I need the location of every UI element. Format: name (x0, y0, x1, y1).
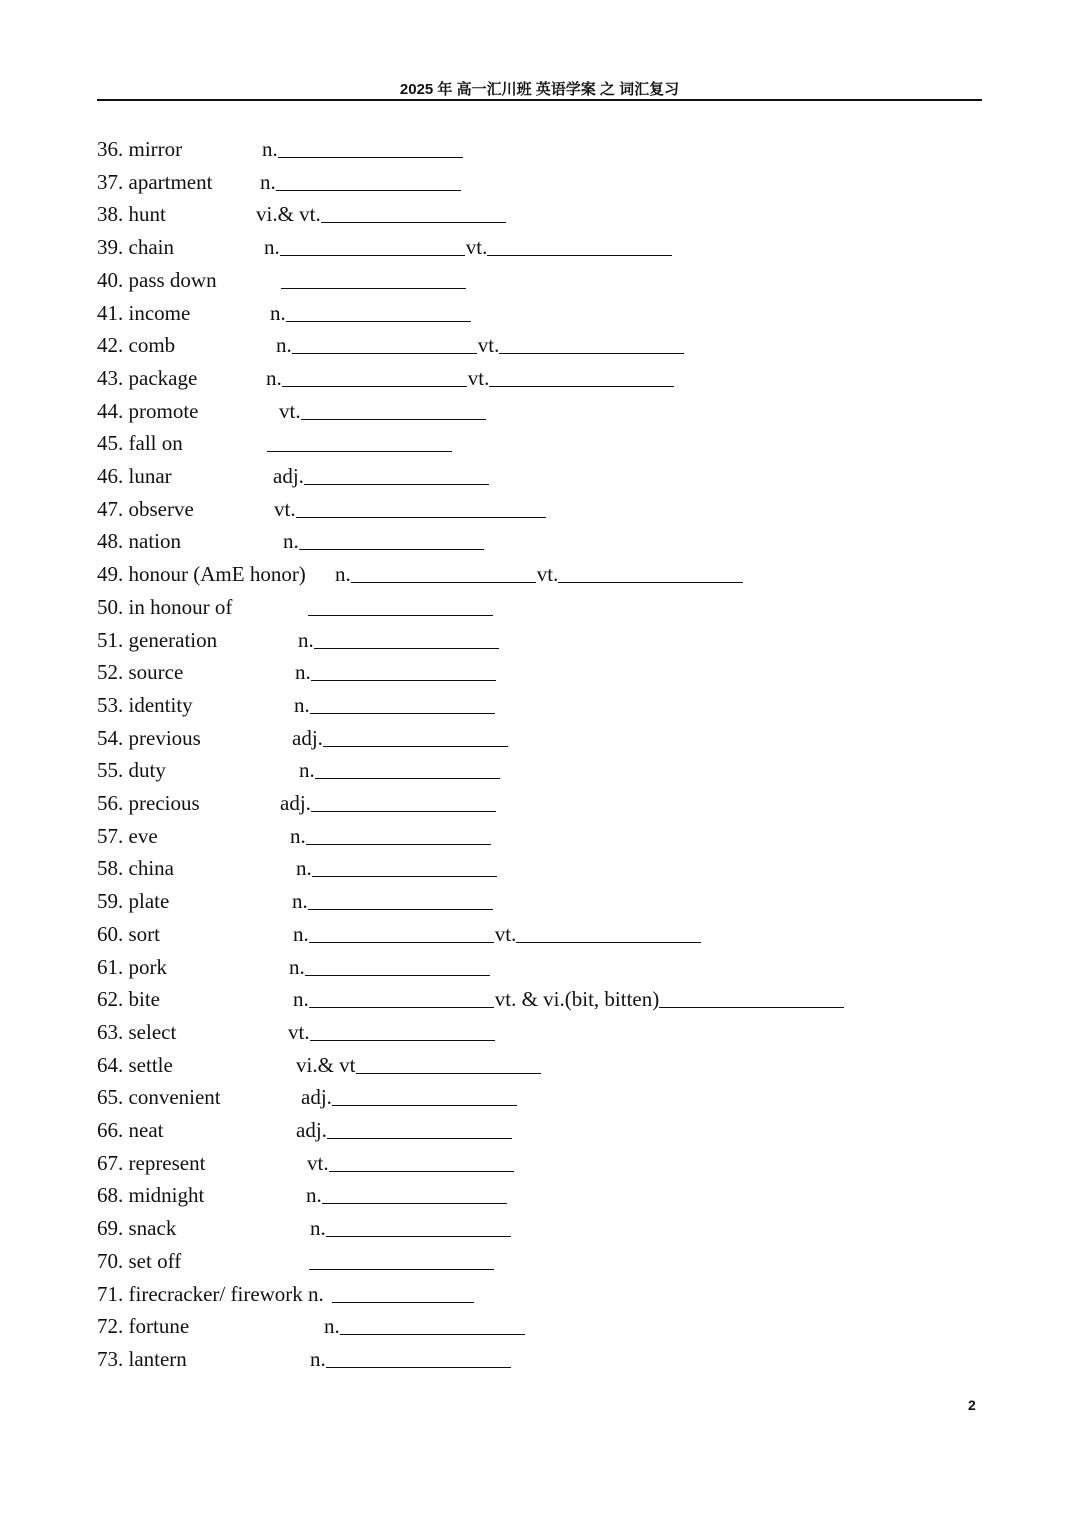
part-of-speech: n. (262, 137, 278, 161)
part-of-speech: n. (310, 1346, 326, 1371)
part-of-speech: vi.& vt. (256, 202, 321, 227)
part-of-speech: adj. (292, 725, 323, 750)
answer-blank[interactable] (489, 362, 674, 387)
part-of-speech: n. (260, 169, 276, 194)
part-of-speech: n. (283, 529, 299, 554)
part-of-speech: n. (294, 692, 310, 717)
item-label: 67. represent (97, 1150, 206, 1175)
part-of-speech: vt. (477, 333, 500, 358)
answer-blank[interactable] (332, 1278, 474, 1303)
answer-blank[interactable] (280, 231, 465, 256)
item-label: 73. lantern (97, 1346, 187, 1371)
answer-blank[interactable] (301, 395, 486, 420)
item-label: 50. in honour of (97, 594, 233, 619)
part-of-speech: n. (296, 856, 312, 881)
answer-area (294, 689, 496, 721)
answer-blank[interactable] (340, 1310, 525, 1335)
part-of-speech: n. (292, 889, 308, 914)
answer-area (295, 656, 497, 688)
answer-blank[interactable] (282, 362, 467, 387)
part-of-speech: vt. (536, 562, 559, 587)
part-of-speech: n. (266, 365, 282, 390)
item-label: 70. set off (97, 1248, 182, 1273)
part-of-speech: n. (293, 987, 309, 1012)
part-of-speech: vt. (288, 1019, 310, 1044)
answer-area (264, 231, 673, 263)
answer-blank[interactable] (323, 722, 508, 747)
item-label: 48. nation (97, 529, 181, 554)
item-label: 36. mirror (97, 137, 183, 161)
answer-blank[interactable] (329, 1147, 514, 1172)
answer-area (270, 297, 472, 329)
part-of-speech: vt. (274, 496, 296, 521)
answer-blank[interactable] (286, 297, 471, 322)
answer-area (308, 591, 494, 623)
answer-blank[interactable] (356, 1049, 541, 1074)
item-label: 60. sort (97, 921, 160, 946)
item-label: 71. firecracker/ firework n. (97, 1281, 324, 1306)
part-of-speech: vt. (279, 398, 301, 423)
answer-area (281, 264, 467, 296)
answer-area (280, 787, 497, 819)
answer-area (299, 754, 501, 786)
item-label: 44. promote (97, 398, 199, 423)
part-of-speech: n. (324, 1314, 340, 1339)
item-label: 37. apartment (97, 169, 213, 194)
page-header: 2025 年 高一汇川班 英语学案 之 词汇复习 (399, 81, 680, 98)
answer-area (307, 1147, 515, 1179)
header-rule (97, 99, 982, 101)
item-label: 42. comb (97, 333, 176, 358)
part-of-speech: adj. (280, 791, 311, 815)
part-of-speech: n. (298, 627, 314, 652)
answer-blank[interactable] (487, 231, 672, 256)
answer-area (274, 493, 547, 525)
item-label: 72. fortune (97, 1314, 190, 1339)
answer-area (289, 951, 491, 983)
answer-area (288, 1016, 496, 1048)
part-of-speech: vt. & vi.(bit, bitten) (494, 987, 660, 1012)
item-label: 54. previous (97, 725, 201, 750)
item-label: 59. plate (97, 889, 170, 914)
part-of-speech: vt. (307, 1150, 329, 1175)
part-of-speech: adj. (296, 1118, 327, 1142)
part-of-speech: n. (293, 921, 309, 946)
answer-blank[interactable] (311, 787, 496, 812)
part-of-speech: n. (270, 300, 286, 325)
answer-blank[interactable] (659, 983, 844, 1008)
part-of-speech: n. (289, 954, 305, 979)
answer-blank[interactable] (267, 427, 452, 452)
answer-blank[interactable] (309, 918, 494, 943)
answer-blank[interactable] (314, 624, 499, 649)
answer-blank[interactable] (281, 264, 466, 289)
answer-blank[interactable] (308, 885, 493, 910)
answer-area (324, 1310, 526, 1342)
answer-blank[interactable] (305, 951, 490, 976)
item-label: 62. bite (97, 987, 160, 1012)
answer-area (335, 558, 744, 590)
answer-area (276, 329, 685, 361)
part-of-speech: n. (264, 235, 280, 260)
answer-area (301, 1081, 518, 1113)
answer-blank[interactable] (296, 493, 546, 518)
page-number: 2 (968, 1397, 976, 1413)
part-of-speech: vt. (494, 921, 517, 946)
answer-blank[interactable] (299, 525, 484, 550)
part-of-speech: n. (299, 758, 315, 783)
item-label: 63. select (97, 1019, 177, 1044)
answer-area (262, 133, 464, 165)
answer-area (306, 1179, 508, 1211)
answer-area (293, 918, 702, 950)
answer-blank[interactable] (309, 983, 494, 1008)
item-label: 68. midnight (97, 1183, 205, 1208)
item-label: 53. identity (97, 692, 193, 717)
answer-area (298, 624, 500, 656)
answer-area (309, 1245, 495, 1277)
item-label: 55. duty (97, 758, 166, 783)
item-label: 39. chain (97, 235, 174, 260)
answer-blank[interactable] (516, 918, 701, 943)
answer-area (310, 1343, 512, 1375)
answer-blank[interactable] (276, 166, 461, 191)
answer-blank[interactable] (310, 689, 495, 714)
answer-blank[interactable] (332, 1081, 517, 1106)
item-label: 43. package (97, 365, 198, 390)
answer-blank[interactable] (315, 754, 500, 779)
answer-blank[interactable] (326, 1212, 511, 1237)
answer-blank[interactable] (278, 133, 463, 158)
item-label: 41. income (97, 300, 191, 325)
part-of-speech: n. (290, 823, 306, 848)
item-label: 58. china (97, 856, 174, 881)
answer-blank[interactable] (499, 329, 684, 354)
part-of-speech: adj. (273, 464, 304, 488)
answer-blank[interactable] (322, 1179, 507, 1204)
answer-blank[interactable] (310, 1016, 495, 1041)
part-of-speech: adj. (301, 1085, 332, 1110)
answer-blank[interactable] (311, 656, 496, 681)
answer-area (292, 722, 509, 754)
answer-area (293, 983, 845, 1015)
item-label: 69. snack (97, 1216, 177, 1241)
answer-area (283, 525, 485, 557)
part-of-speech: n. (276, 333, 292, 358)
answer-blank[interactable] (326, 1343, 511, 1368)
item-label: 56. precious (97, 791, 200, 815)
answer-area (296, 852, 498, 884)
item-label: 65. convenient (97, 1085, 221, 1110)
part-of-speech: vt. (467, 365, 490, 390)
item-label: 57. eve (97, 823, 158, 848)
answer-area (266, 362, 675, 394)
answer-area (267, 427, 453, 459)
item-label: 46. lunar (97, 464, 172, 488)
answer-area (290, 820, 492, 852)
item-label: 40. pass down (97, 267, 217, 292)
item-label: 38. hunt (97, 202, 166, 227)
answer-area (296, 1114, 513, 1146)
item-label: 49. honour (AmE honor) (97, 562, 306, 587)
answer-blank[interactable] (304, 460, 489, 485)
part-of-speech: vt. (465, 235, 488, 260)
item-label: 61. pork (97, 954, 167, 979)
answer-area (256, 198, 507, 230)
part-of-speech: n. (335, 562, 351, 587)
part-of-speech: n. (306, 1183, 322, 1208)
item-label: 51. generation (97, 627, 218, 652)
answer-area (296, 1049, 542, 1081)
part-of-speech: n. (295, 660, 311, 685)
answer-blank[interactable] (558, 558, 743, 583)
item-label: 45. fall on (97, 431, 183, 456)
item-label: 64. settle (97, 1052, 173, 1077)
answer-blank[interactable] (312, 852, 497, 877)
answer-area (279, 395, 487, 427)
item-label: 52. source (97, 660, 184, 685)
answer-blank[interactable] (292, 329, 477, 354)
answer-area (260, 166, 462, 198)
part-of-speech: n. (310, 1216, 326, 1241)
answer-blank[interactable] (306, 820, 491, 845)
answer-area (332, 1278, 475, 1310)
answer-area (273, 460, 490, 492)
item-label: 47. observe (97, 496, 194, 521)
item-label: 66. neat (97, 1118, 164, 1142)
answer-area (310, 1212, 512, 1244)
answer-blank[interactable] (308, 591, 493, 616)
answer-blank[interactable] (351, 558, 536, 583)
part-of-speech: vi.& vt (296, 1052, 356, 1077)
answer-area (292, 885, 494, 917)
answer-blank[interactable] (321, 198, 506, 223)
answer-blank[interactable] (327, 1114, 512, 1139)
answer-blank[interactable] (309, 1245, 494, 1270)
